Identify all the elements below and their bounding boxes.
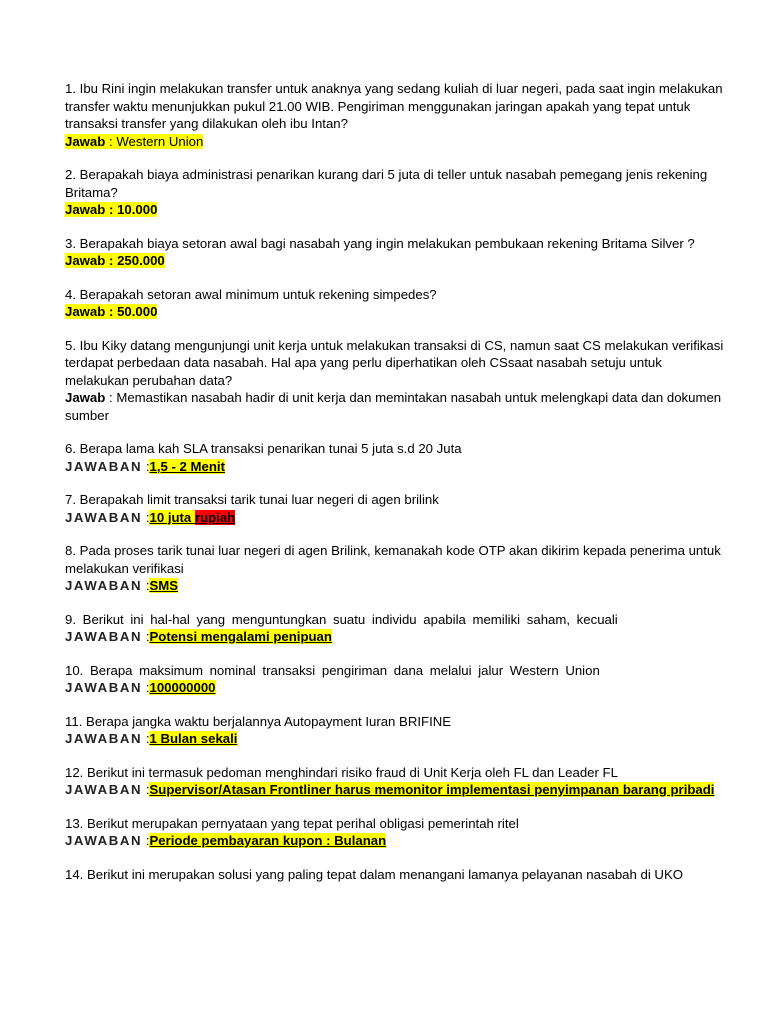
answer-row-3: [65, 252, 725, 270]
answer-sep-8: :: [142, 578, 150, 593]
answer-label-1: Jawab: [65, 133, 106, 149]
answer-6: 1,5 - 2 Menit: [149, 458, 225, 474]
answer-11: 1 Bulan sekali: [149, 731, 238, 746]
qa-item-14: [65, 866, 725, 884]
question-13: 13. Berikut merupakan pernyataan yang tepat perihal obligasi pemerintah ritel: [65, 815, 519, 831]
qa-item-6: [65, 440, 725, 475]
answer-7-part2: rupiah: [194, 509, 236, 525]
answer-10: 100000000: [149, 680, 216, 695]
answer-sep-12: :: [142, 782, 150, 797]
answer-8: SMS: [149, 578, 179, 593]
answer-12: Supervisor/Atasan Frontliner harus memonitor implementasi penyimpanan barang pribadi: [149, 782, 715, 797]
answer-4: 50.000: [117, 304, 158, 319]
answer-row-4: [65, 303, 725, 321]
answer-sep-4: :: [105, 304, 118, 319]
answer-row-9: [65, 628, 725, 646]
qa-item-2: [65, 166, 725, 219]
question-6: 6. Berapa lama kah SLA transaksi penarikan tunai 5 juta s.d 20 Juta: [65, 441, 462, 456]
answer-3: 250.000: [117, 253, 165, 268]
qa-item-10: [65, 662, 725, 697]
answer-sep-11: :: [142, 731, 150, 746]
qa-item-7: [65, 491, 725, 526]
answer-13: Periode pembayaran kupon : Bulanan: [149, 833, 387, 848]
question-5: 5. Ibu Kiky datang mengunjungi unit kerja untuk melakukan transaksi di CS, namun saat CS melakukan verifikasi terdapat perbedaan data nasabah. Hal apa yang perlu diperhatikan oleh CSsaat nasabah setuju untuk melakukan perubahan data?: [65, 337, 724, 388]
qa-item-12: [65, 764, 725, 799]
answer-sep-10: :: [142, 680, 150, 695]
answer-5: Memastikan nasabah hadir di unit kerja dan memintakan nasabah untuk melengkapi data dan dokumen sumber: [65, 390, 722, 423]
answer-row-8: [65, 577, 725, 595]
answer-label-9: JAWABAN: [65, 629, 143, 644]
qa-item-11: [65, 713, 725, 748]
qa-item-5: [65, 337, 725, 425]
answer-sep-7: :: [142, 509, 150, 525]
answer-sep-3: :: [105, 253, 118, 268]
question-4: 4. Berapakah setoran awal minimum untuk rekening simpedes?: [65, 286, 437, 302]
question-3: 3. Berapakah biaya setoran awal bagi nasabah yang ingin melakukan pembukaan rekening Britama Silver ?: [65, 235, 695, 251]
question-12: 12. Berikut ini termasuk pedoman menghindari risiko fraud di Unit Kerja oleh FL dan Leader FL: [65, 764, 618, 780]
qa-item-13: [65, 815, 725, 850]
answer-sep-5: :: [105, 390, 117, 405]
answer-row-5: [65, 389, 725, 424]
answer-sep-9: :: [142, 629, 150, 644]
answer-row-2: [65, 201, 725, 219]
answer-row-12: [65, 781, 725, 799]
answer-row-10: [65, 679, 725, 697]
answer-label-8: JAWABAN: [65, 578, 143, 593]
answer-7-part1: 10 juta: [149, 509, 195, 525]
answer-label-12: JAWABAN: [65, 782, 143, 797]
question-8: 8. Pada proses tarik tunai luar negeri di agen Brilink, kemanakah kode OTP akan dikirim kepada penerima untuk melakukan verifikasi: [65, 543, 721, 576]
answer-row-7: [65, 509, 725, 527]
answer-1: Western Union: [116, 133, 204, 149]
question-2: 2. Berapakah biaya administrasi penarikan kurang dari 5 juta di teller untuk nasabah pemegang jenis rekening Britama?: [65, 167, 708, 200]
answer-label-5: Jawab: [65, 390, 106, 405]
qa-item-4: [65, 286, 725, 321]
answer-row-11: [65, 730, 725, 748]
answer-2: 10.000: [117, 202, 158, 217]
qa-item-9: [65, 611, 725, 646]
question-7: 7. Berapakah limit transaksi tarik tunai luar negeri di agen brilink: [65, 492, 439, 507]
qa-item-1: [65, 80, 725, 150]
answer-label-3: Jawab: [65, 253, 106, 268]
question-1: 1. Ibu Rini ingin melakukan transfer untuk anaknya yang sedang kuliah di luar negeri, pada saat ingin melakukan transfer waktu menunjukkan pukul 21.00 WIB. Pengiriman menggunakan jaringan apakah yang tepat untuk transaksi transfer yang dilakukan oleh ibu Intan?: [65, 81, 723, 131]
answer-label-7: JAWABAN: [65, 509, 143, 525]
answer-label-2: Jawab: [65, 202, 106, 217]
answer-label-11: JAWABAN: [65, 731, 143, 746]
qa-item-8: [65, 542, 725, 595]
qa-document: [65, 80, 725, 899]
answer-row-1: [65, 133, 725, 151]
answer-row-6: [65, 458, 725, 476]
answer-9: Potensi mengalami penipuan: [149, 629, 332, 644]
answer-sep-2: :: [105, 202, 118, 217]
qa-item-3: [65, 235, 725, 270]
answer-sep-13: :: [142, 833, 150, 848]
question-11: 11. Berapa jangka waktu berjalannya Autopayment Iuran BRIFINE: [65, 713, 452, 729]
answer-label-6: JAWABAN: [65, 458, 143, 474]
answer-label-13: JAWABAN: [65, 833, 143, 848]
question-9: 9. Berikut ini hal-hal yang menguntungkan suatu individu apabila memiliki saham, kecuali: [65, 611, 618, 627]
answer-label-4: Jawab: [65, 304, 106, 319]
question-14: 14. Berikut ini merupakan solusi yang paling tepat dalam menangani lamanya pelayanan nasabah di UKO: [65, 866, 684, 882]
answer-label-10: JAWABAN: [65, 680, 143, 695]
answer-sep-6: :: [142, 458, 150, 474]
answer-sep-1: :: [105, 133, 117, 149]
answer-row-13: [65, 832, 725, 850]
question-10: 10. Berapa maksimum nominal transaksi pengiriman dana melalui jalur Western Union: [65, 662, 600, 678]
